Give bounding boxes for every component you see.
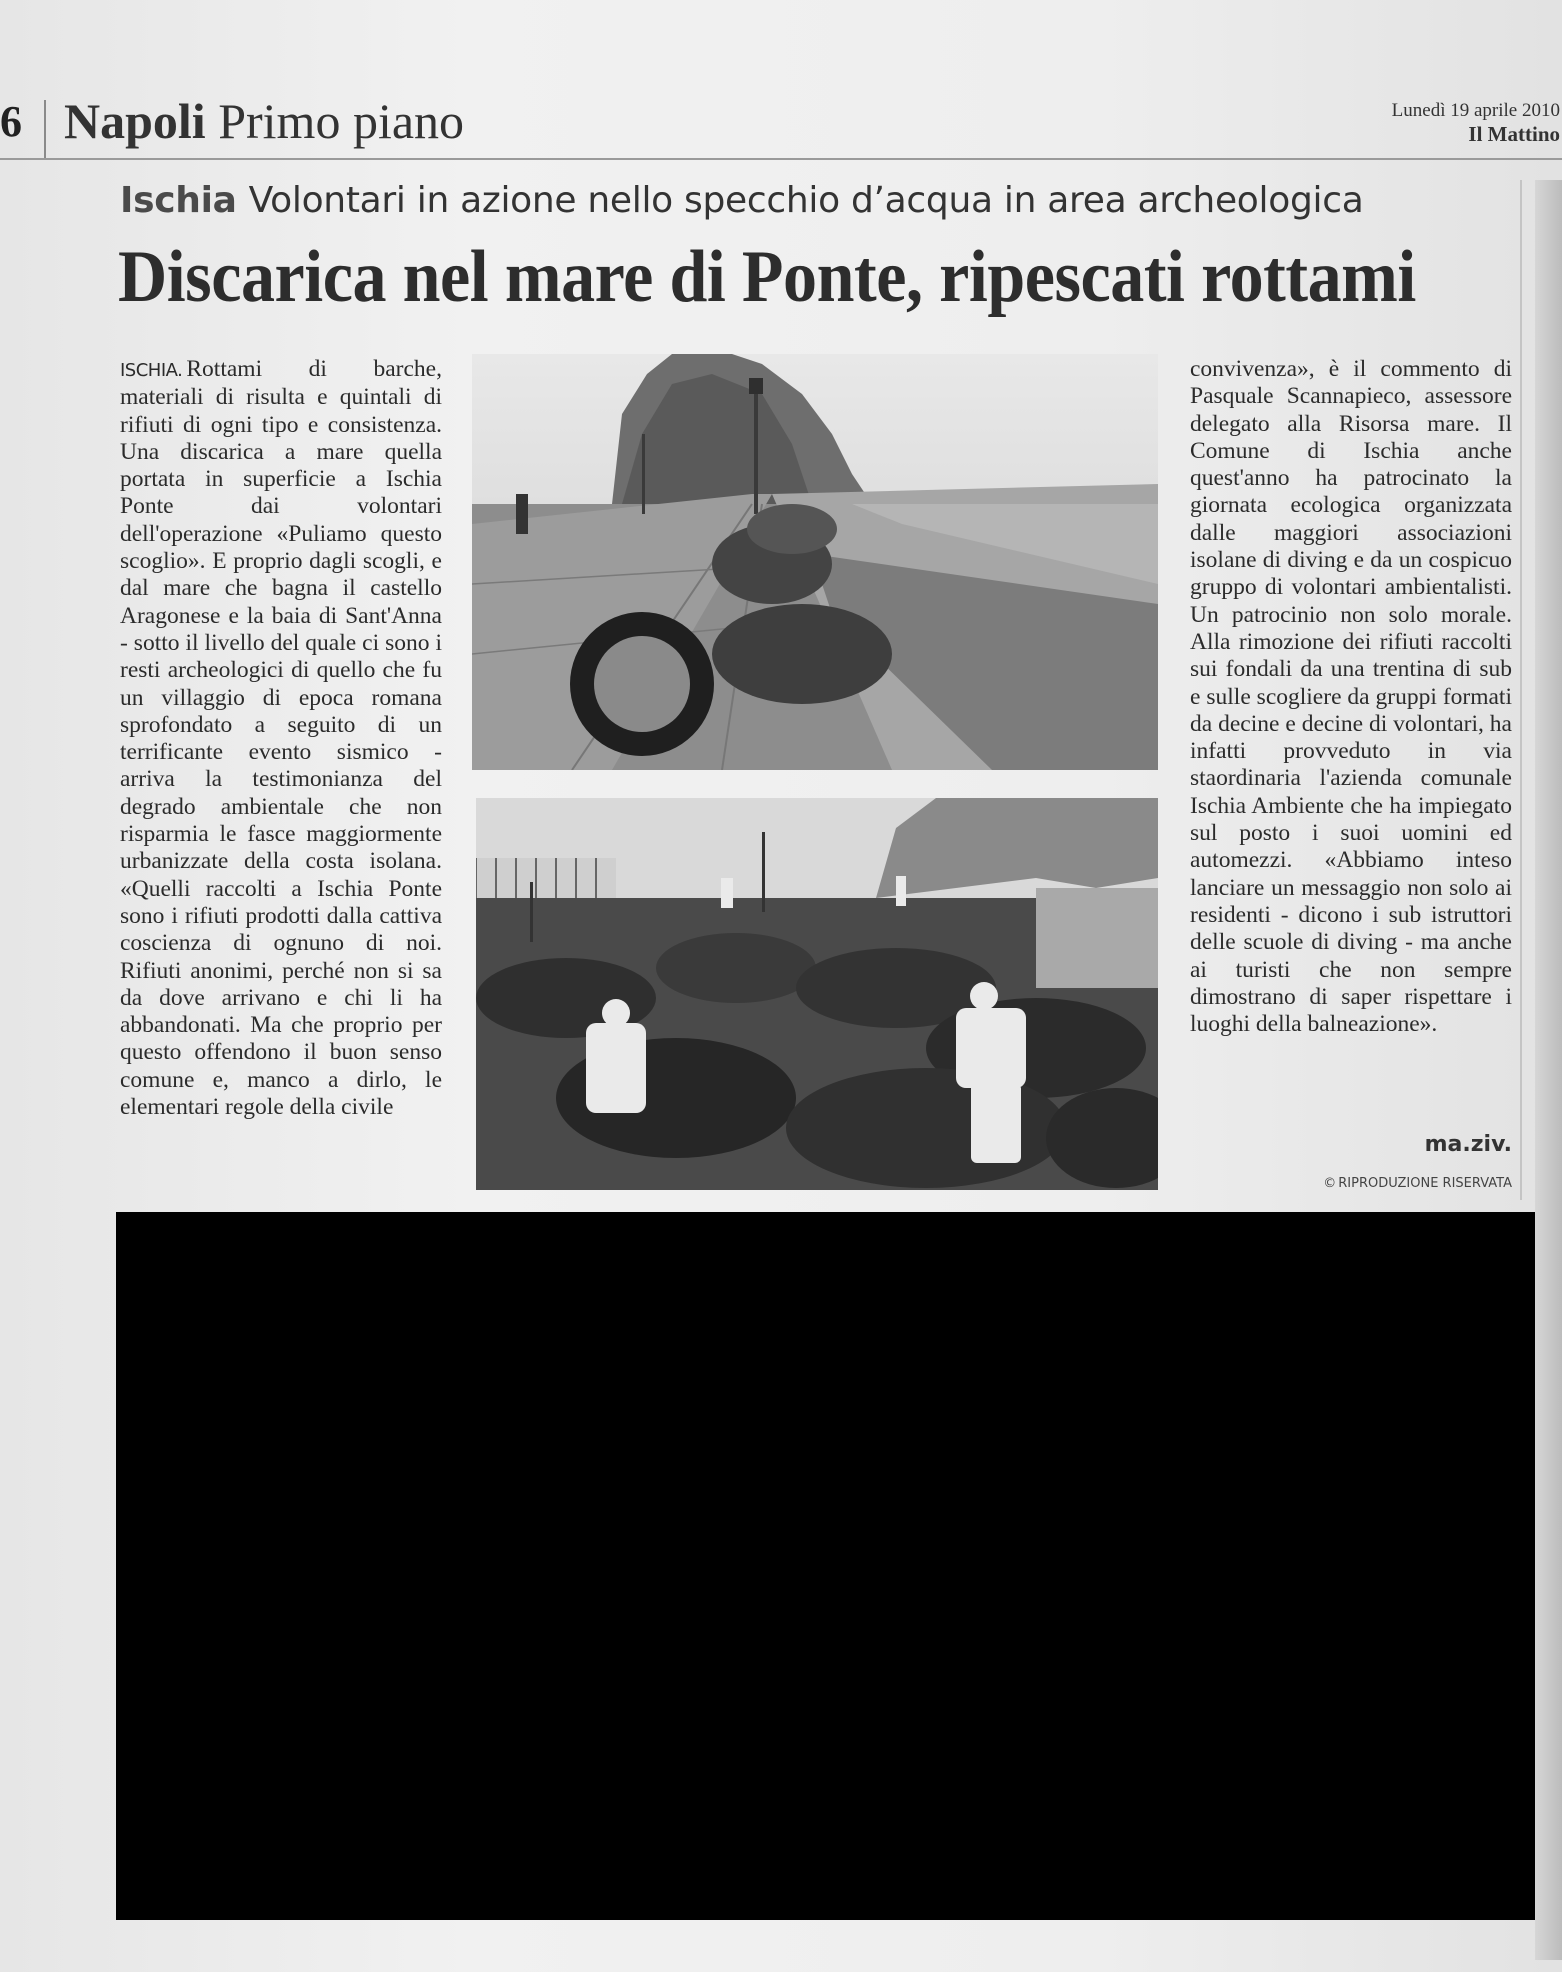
article-column-left bbox=[120, 356, 442, 1121]
article-byline: ma.ziv. bbox=[1424, 1132, 1512, 1157]
photo-castle-pier bbox=[472, 354, 1158, 770]
article-headline: Discarica nel mare di Ponte, ripescati rottami bbox=[118, 236, 1416, 318]
photo-volunteers-rocks bbox=[476, 798, 1158, 1190]
article-body-right: convivenza», è il commento di Pasquale Scannapieco, assessore delegato alla Risorsa mare. Il Comune di Ischia anche quest'anno ha patrocinato la giornata ecologica organizzata dalle maggiori associazioni isolane di diving e da un cospicuo gruppo di volontari ambientalisti. Un patrocinio non solo morale. Alla rimozione dei rifiuti raccolti sui fondali da una trentina di sub e sulle scogliere da gruppi formati da decine e decine di volontari, ha infatti provveduto in via staordinaria l'azienda comunale Ischia Ambiente che ha impiegato sul posto i suoi uomini ed automezzi. «Abbiamo inteso lanciare un messaggio non solo ai residenti - dicono i sub istruttori delle scuole di diving - ma anche ai turisti che non sempre dimostrano di saper rispettare i luoghi della balneazione». bbox=[1190, 356, 1512, 1038]
header-rule bbox=[0, 158, 1562, 160]
copyright-text: RIPRODUZIONE RISERVATA bbox=[1338, 1176, 1512, 1191]
kicker-text: Volontari in azione nello specchio d’acqua in area archeologica bbox=[248, 180, 1364, 221]
section-title bbox=[64, 92, 464, 150]
article-kicker bbox=[120, 180, 1363, 221]
newspaper-name: Il Mattino bbox=[1468, 122, 1560, 146]
copyright-notice bbox=[1190, 1176, 1512, 1191]
article-column-right bbox=[1190, 356, 1512, 1038]
page-edge bbox=[1535, 180, 1562, 1960]
page-number: 6 bbox=[0, 97, 22, 146]
section-name: Napoli bbox=[64, 93, 206, 149]
page-fold-line bbox=[1520, 180, 1522, 1200]
article-lead: ISCHIA. bbox=[120, 360, 183, 381]
issue-date: Lunedì 19 aprile 2010 bbox=[1391, 100, 1560, 121]
copyright-symbol: © bbox=[1323, 1176, 1337, 1191]
header-separator bbox=[44, 100, 46, 158]
redacted-area bbox=[116, 1212, 1542, 1920]
kicker-place: Ischia bbox=[120, 180, 237, 221]
article-body-left: Rottami di barche, materiali di risulta e quintali di rifiuti di ogni tipo e consistenza. Una discarica a mare quella portata in superficie a Ischia Ponte dai volontari dell'operazione «Puliamo questo scoglio». E proprio dagli scogli, e dal mare che bagna il castello Aragonese e la baia di Sant'Anna - sotto il livello del quale ci sono i resti archeologici di quello che fu un villaggio di epoca romana sprofondato a seguito di un terrificante evento sismico - arriva la testimonianza del degrado ambientale che non risparmia le fasce maggiormente urbanizzate della costa isolana. «Quelli raccolti a Ischia Ponte sono i rifiuti prodotti dalla cattiva coscienza di ognuno di noi. Rifiuti anonimi, perché non si sa da dove arrivano e chi li ha abbandonati. Ma che proprio per questo offendono il buon senso comune e, manco a dirlo, le elementari regole della civile bbox=[120, 356, 442, 1121]
dateline bbox=[1392, 100, 1560, 147]
section-subtitle: Primo piano bbox=[218, 93, 465, 149]
